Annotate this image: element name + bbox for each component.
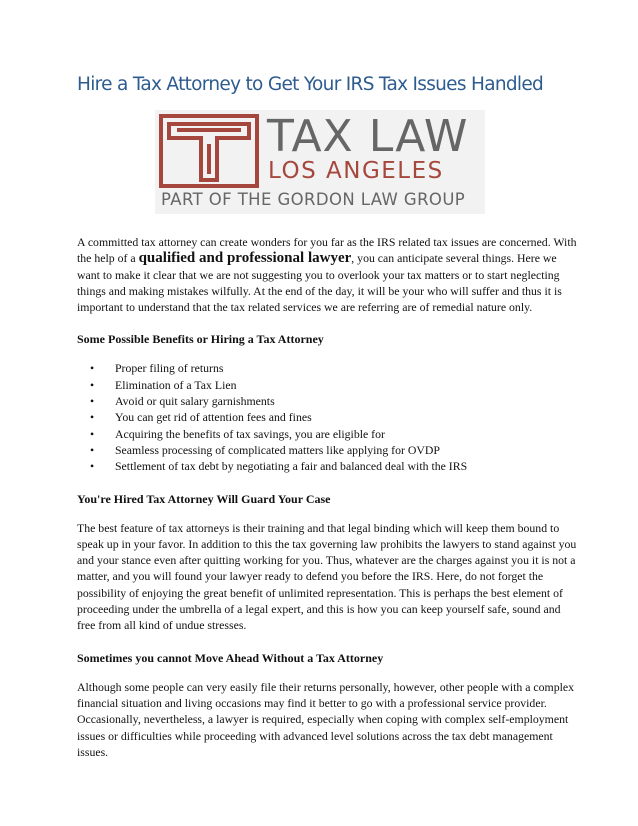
- tax-law-logo: [155, 110, 485, 214]
- article-body: [77, 234, 577, 760]
- section-heading-guard: You're Hired Tax Attorney Will Guard Your Case: [77, 491, 331, 506]
- list-item: • Proper filing of returns: [115, 360, 577, 376]
- intro-text-after: , you can anticipate several things. Here we want to make it clear that we are not suggesting you to overlook your tax matters or to start neglecting things and making mistakes wilfully. At the end of the day, it will be your who will suffer and thus it is important to understand that the tax related services we are referring are of remedial nature only.: [77, 251, 562, 315]
- logo-text-los-angeles: LOS ANGELES: [268, 158, 444, 184]
- guard-paragraph: The best feature of tax attorneys is their training and that legal binding which will keep them bound to speak up in your favor. In addition to this the tax governing law prohibits the lawyers to stand against you and your stance even after quitting working for you. Thus, whatever are the charges against you it is not a matter, and you will found your lawyer ready to defend you before the IRS. Here, do not forget the possibility of enjoying the great benefit of unlimited representation. This is perhaps the best element of proceeding under the umbrella of a legal expert, and this is how you can keep yourself safe, sound and free from all kind of undue stresses.: [77, 520, 577, 633]
- intro-text-before: A committed tax attorney can create wonders for you far as the IRS related tax issues are concerned. With the help of a: [77, 235, 577, 266]
- list-item: • Seamless processing of complicated matters like applying for OVDP: [115, 442, 577, 458]
- list-item: • You can get rid of attention fees and fines: [115, 409, 577, 425]
- list-item: • Elimination of a Tax Lien: [115, 377, 577, 393]
- page-title: Hire a Tax Attorney to Get Your IRS Tax Issues Handled: [77, 74, 544, 95]
- qualified-lawyer-link[interactable]: qualified and professional lawyer: [138, 250, 352, 267]
- tax-law-monogram-icon: [155, 110, 265, 190]
- section-heading-benefits: Some Possible Benefits or Hiring a Tax Attorney: [77, 332, 324, 347]
- move-ahead-paragraph: Although some people can very easily file their returns personally, however, other people with a complex financial situation and living occasions may find it better to go with a professional service provider. Occasionally, nevertheless, a lawyer is required, especially when coping with complex self-employment issues or difficulties while proceeding with advanced level solutions across the tax debt management issues.: [77, 679, 575, 759]
- list-item: • Acquiring the benefits of tax savings, you are eligible for: [115, 426, 577, 442]
- intro-paragraph: [77, 234, 577, 315]
- benefits-list: [77, 360, 577, 474]
- logo-text-tax-law: TAX LAW: [267, 111, 469, 162]
- list-item: • Settlement of tax debt by negotiating a fair and balanced deal with the IRS: [115, 458, 577, 474]
- list-item: • Avoid or quit salary garnishments: [115, 393, 577, 409]
- logo-text-gordon-group: PART OF THE GORDON LAW GROUP: [161, 190, 466, 209]
- section-heading-move-ahead: Sometimes you cannot Move Ahead Without a Tax Attorney: [77, 650, 384, 665]
